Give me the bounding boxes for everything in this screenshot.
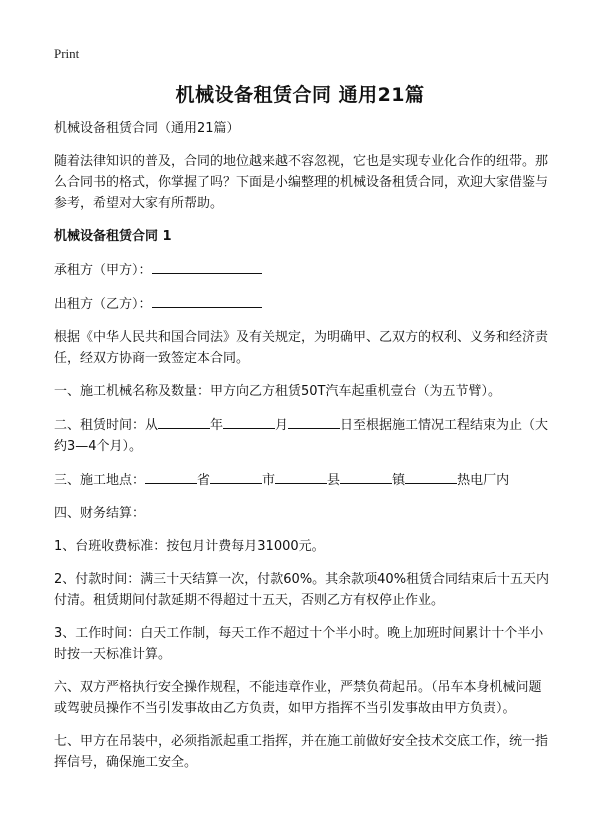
basis-paragraph: 根据《中华人民共和国合同法》及有关规定，为明确甲、乙双方的权利、义务和经济责任，经双方协商一致签定本合同。 [54, 330, 549, 366]
year-blank [158, 414, 210, 429]
document-body [54, 118, 554, 785]
town-label: 镇 [392, 473, 406, 488]
clause-3-suffix: 热电厂内 [457, 473, 510, 488]
city-blank [210, 469, 262, 484]
clause-4: 四、财务结算： [54, 506, 146, 521]
day-blank [288, 414, 340, 429]
clause-3 [54, 469, 554, 491]
lessee-label: 承租方（甲方）： [54, 263, 152, 278]
subtitle: 机械设备租赁合同（通用21篇） [54, 121, 240, 136]
print-link[interactable]: Print [54, 46, 80, 61]
year-label: 年 [210, 418, 224, 433]
province-blank [145, 469, 197, 484]
clause-3-prefix: 三、施工地点： [54, 473, 146, 488]
section-heading: 机械设备租赁合同 1 [54, 229, 172, 244]
lessor-label: 出租方（乙方）： [54, 297, 152, 312]
town-blank [340, 469, 392, 484]
clause-2-suffix: 日至根据施工情况工程结束为止（大约3—4个月）。 [54, 418, 549, 454]
lessor-line [54, 293, 554, 315]
clause-7: 七、甲方在吊装中，必须指派起重工指挥，并在施工前做好安全技术交底工作，统一指挥信号，确保施工安全。 [54, 734, 549, 770]
lessee-blank [152, 259, 262, 274]
county-label: 县 [327, 473, 341, 488]
lessor-blank [152, 293, 262, 308]
item-1: 1、台班收费标准：按包月计费每月31000元。 [54, 539, 325, 554]
clause-6: 六、双方严格执行安全操作规程，不能违章作业，严禁负荷起吊。（吊车本身机械问题或驾驶员操作不当引发事故由乙方负责，如甲方指挥不当引发事故由甲方负责）。 [54, 680, 542, 716]
lessee-line [54, 259, 554, 281]
intro-paragraph: 随着法律知识的普及，合同的地位越来越不容忽视，它也是实现专业化合作的纽带。那么合同书的格式，你掌握了吗？下面是小编整理的机械设备租赁合同，欢迎大家借鉴与参考，希望对大家有所帮助。 [54, 154, 549, 211]
province-label: 省 [197, 473, 211, 488]
city-label: 市 [262, 473, 276, 488]
item-2: 2、付款时间：满三十天结算一次，付款60%。其余款项40%租赁合同结束后十五天内付清。租赁期间付款延期不得超过十五天，否则乙方有权停止作业。 [54, 572, 550, 608]
month-blank [223, 414, 275, 429]
clause-2 [54, 414, 554, 457]
item-3: 3、工作时间：白天工作制，每天工作不超过十个半小时。晚上加班时间累计十个半小时按一天标准计算。 [54, 626, 544, 662]
page-title: 机械设备租赁合同 通用21篇 [175, 84, 425, 106]
site-blank [405, 469, 457, 484]
clause-2-prefix: 二、租赁时间：从 [54, 418, 159, 433]
month-label: 月 [275, 418, 289, 433]
clause-1: 一、施工机械名称及数量：甲方向乙方租赁50T汽车起重机壹台（为五节臂）。 [54, 384, 501, 399]
county-blank [275, 469, 327, 484]
